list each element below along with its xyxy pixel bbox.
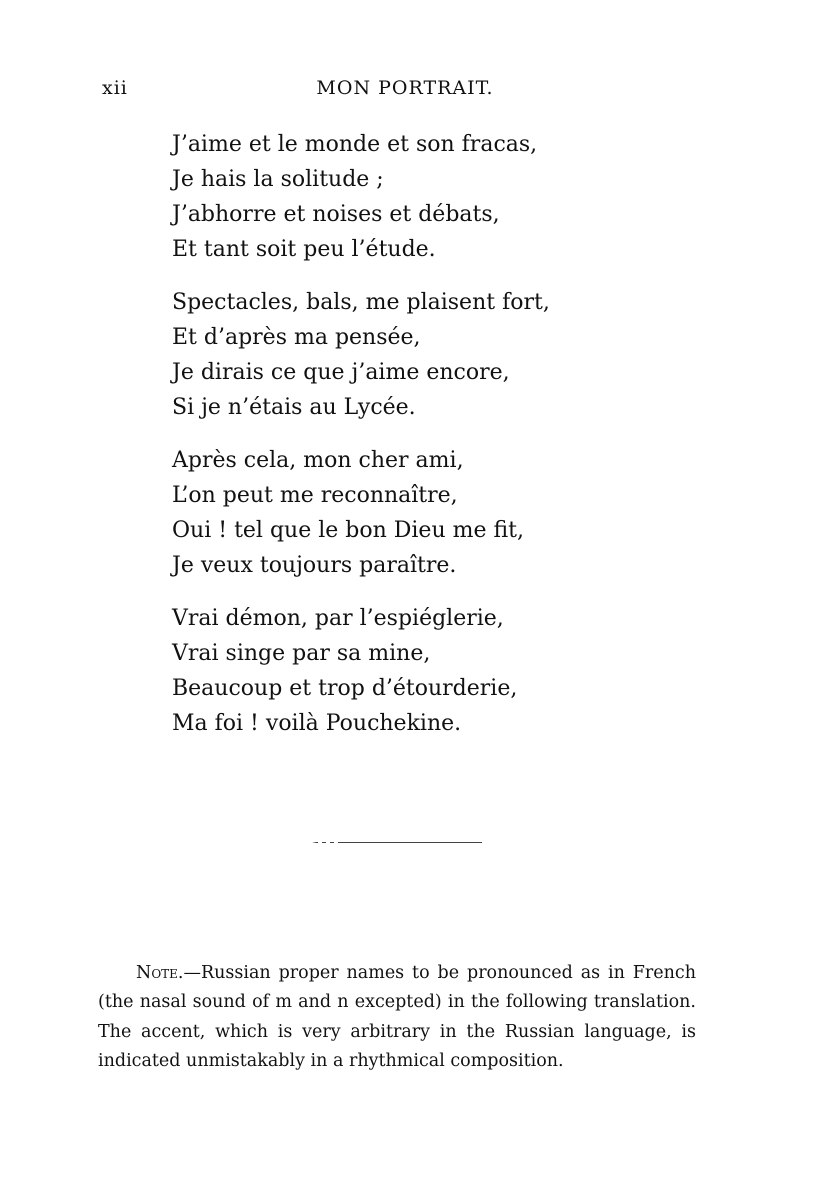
verse-line: J’abhorre et noises et débats,	[172, 202, 500, 227]
verse-line: J’aime et le monde et son fracas,	[172, 132, 538, 157]
verse-line: L’on peut me reconnaître,	[172, 483, 458, 508]
section-divider	[312, 842, 482, 843]
verse-line: Et tant soit peu l’étude.	[172, 237, 436, 262]
verse-line: Oui ! tel que le bon Dieu me fit,	[172, 518, 524, 543]
translator-note	[98, 959, 696, 1077]
verse-line: Et d’après ma pensée,	[172, 325, 421, 350]
poem	[172, 127, 732, 759]
verse-line: Je hais la solitude ;	[172, 167, 384, 192]
verse-line: Je veux toujours paraître.	[172, 553, 457, 578]
running-title: MON PORTRAIT.	[316, 77, 494, 99]
verse-line: Vrai singe par sa mine,	[172, 641, 431, 666]
verse-line: Spectacles, bals, me plaisent fort,	[172, 290, 550, 315]
stanza	[172, 443, 732, 583]
verse-line: Vrai démon, par l’espiéglerie,	[172, 606, 504, 631]
note-text: —Russian proper names to be pronounced as in French (the nasal sound of m and n excepted) in the following translation. The accent, which is very arbitrary in the Russian language, is indicated unmistakably in a rhythmical composition.	[98, 962, 696, 1071]
note-lead: Note.	[136, 962, 184, 983]
stanza	[172, 285, 732, 425]
stanza	[172, 127, 732, 267]
verse-line: Je dirais ce que j’aime encore,	[172, 360, 510, 385]
verse-line: Beaucoup et trop d’étourderie,	[172, 676, 518, 701]
stanza	[172, 601, 732, 741]
page-number: xii	[102, 77, 128, 99]
verse-line: Ma foi ! voilà Pouchekine.	[172, 711, 462, 736]
verse-line: Après cela, mon cher ami,	[172, 448, 464, 473]
verse-line: Si je n’étais au Lycée.	[172, 395, 416, 420]
